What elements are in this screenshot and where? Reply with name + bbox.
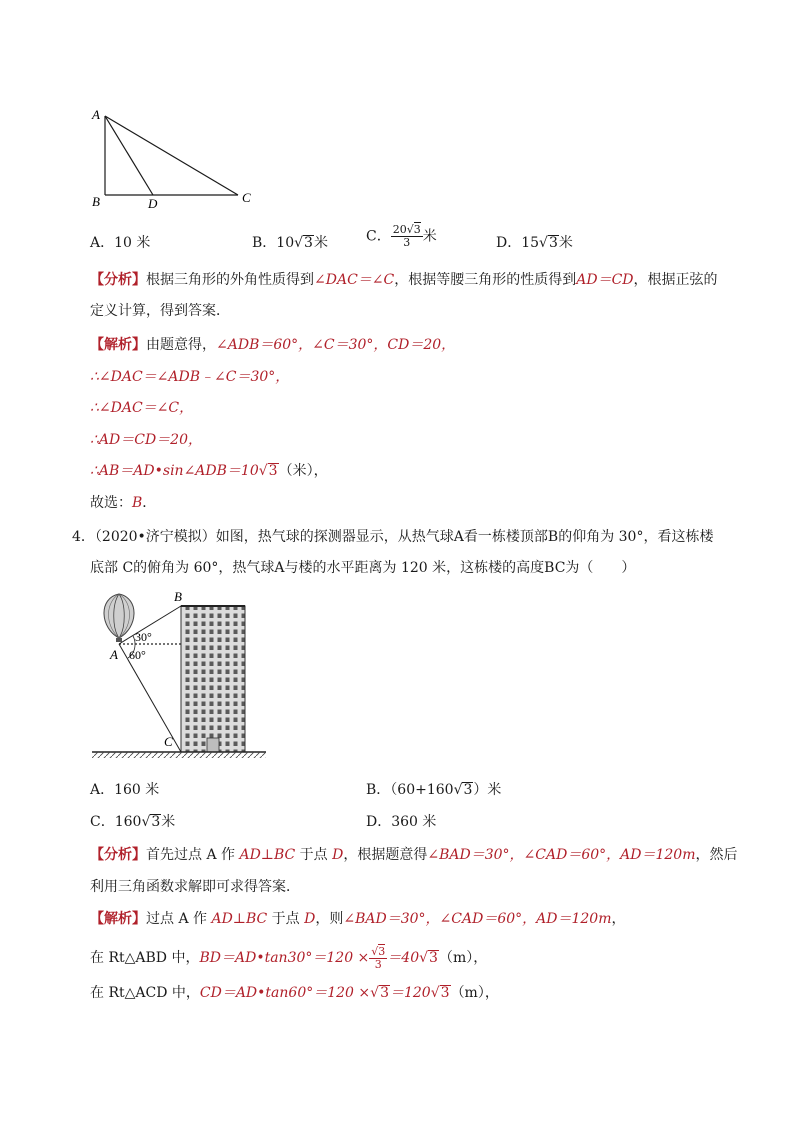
q4-analysis-line2: 利用三角函数求解即可求得答案． bbox=[90, 879, 300, 895]
q4-option-b-prefix: B．（60+160 bbox=[366, 782, 454, 798]
vertex-label-c: C bbox=[242, 190, 251, 205]
hot-air-balloon bbox=[104, 594, 134, 642]
q3-solution-line3: ∴∠DAC＝∠C， bbox=[90, 400, 194, 416]
vertex-label-c: C bbox=[164, 734, 173, 749]
vertex-label-b: B bbox=[92, 194, 100, 209]
q3-solution-line5: ∴AB＝AD•sin∠ADB＝10√3（米）， bbox=[90, 460, 328, 482]
q4-solution-line1: 【解析】过点 A 作 AD⊥BC 于点 D，则∠BAD＝30°，∠CAD＝60°，AD＝120m， bbox=[90, 911, 626, 927]
q3-solution-line1: 【解析】由题意得，∠ADB＝60°，∠C＝30°，CD＝20， bbox=[90, 337, 456, 353]
sqrt-sign: √3 bbox=[370, 985, 389, 1001]
fraction: $\frac{√3}{3}$ bbox=[371, 944, 386, 971]
sqrt-sign: √3 bbox=[453, 782, 473, 798]
sqrt-sign: √3 bbox=[141, 814, 161, 830]
q4-option-d[interactable]: D．360 米 bbox=[366, 814, 437, 830]
sqrt-sign: √3 bbox=[294, 235, 313, 251]
q3-option-c-suffix: 米 bbox=[422, 228, 437, 245]
balloon-building-figure bbox=[88, 588, 270, 760]
q3-option-b[interactable] bbox=[252, 232, 328, 254]
vertex-label-d: D bbox=[148, 196, 158, 211]
q3-option-c[interactable] bbox=[366, 224, 437, 249]
q3-solution-line6: 故选：B． bbox=[90, 495, 157, 511]
q4-analysis-line1: 【分析】首先过点 A 作 AD⊥BC 于点 D，根据题意得∠BAD＝30°，∠CAD＝60°，AD＝120m，然后 bbox=[90, 847, 738, 863]
q3-analysis-line1: 【分析】根据三角形的外角性质得到∠DAC＝∠C，根据等腰三角形的性质得到AD＝CD，根据正弦的 bbox=[90, 272, 718, 288]
vertex-label-a: A bbox=[110, 647, 118, 662]
sqrt-sign: √3 bbox=[539, 235, 558, 251]
fraction: $\frac{20√3}{3}$ bbox=[392, 223, 421, 249]
q4-question-line1: 4．（2020•济宁模拟）如图，热气球的探测器显示，从热气球A看一栋楼顶部B的仰角为 30°，看这栋楼 bbox=[72, 529, 714, 545]
q3-option-c-prefix: C． bbox=[366, 228, 391, 245]
q3-option-a[interactable]: A．10 米 bbox=[90, 235, 151, 251]
q4-option-c-suffix: 米 bbox=[161, 814, 176, 830]
angle-label-60: 60° bbox=[129, 648, 146, 662]
q4-solution-line2: 在 Rt△ABD 中，BD＝AD•tan30°＝120 × $\frac{√3}{3}$ ＝40√3（m）， bbox=[90, 944, 488, 971]
building bbox=[181, 606, 245, 752]
q4-option-c[interactable] bbox=[90, 811, 175, 833]
q3-option-d[interactable] bbox=[496, 232, 573, 254]
q3-option-d-prefix: D．15 bbox=[496, 235, 540, 251]
q3-option-b-suffix: 米 bbox=[313, 235, 328, 251]
q4-question-line2: 底部 C的俯角为 60°，热气球A与楼的水平距离为 120 米，这栋楼的高度BC为（ ） bbox=[90, 560, 636, 576]
angle-label-30: 30° bbox=[135, 630, 152, 644]
vertex-label-a: A bbox=[92, 107, 100, 122]
q4-option-c-prefix: C．160 bbox=[90, 814, 142, 830]
q3-solution-line2: ∴∠DAC＝∠ADB﹣∠C＝30°， bbox=[90, 369, 290, 385]
triangle-figure bbox=[86, 104, 266, 214]
q4-option-b-suffix: ）米 bbox=[473, 782, 502, 798]
sqrt-sign: √3 bbox=[258, 463, 278, 479]
q3-solution-line4: ∴AD＝CD＝20， bbox=[90, 432, 202, 448]
q4-option-b[interactable] bbox=[366, 779, 501, 801]
q4-option-a[interactable]: A．160 米 bbox=[90, 782, 160, 798]
q4-solution-line3: 在 Rt△ACD 中，CD＝AD•tan60°＝120 ×√3＝120√3（m）， bbox=[90, 982, 499, 1004]
q3-analysis-line2: 定义计算，得到答案． bbox=[90, 303, 230, 319]
vertex-label-b: B bbox=[174, 589, 182, 604]
q3-option-d-suffix: 米 bbox=[558, 235, 573, 251]
q3-option-b-prefix: B．10 bbox=[252, 235, 295, 251]
sqrt-sign: √3 bbox=[419, 950, 438, 966]
sqrt-sign: √3 bbox=[430, 985, 450, 1001]
